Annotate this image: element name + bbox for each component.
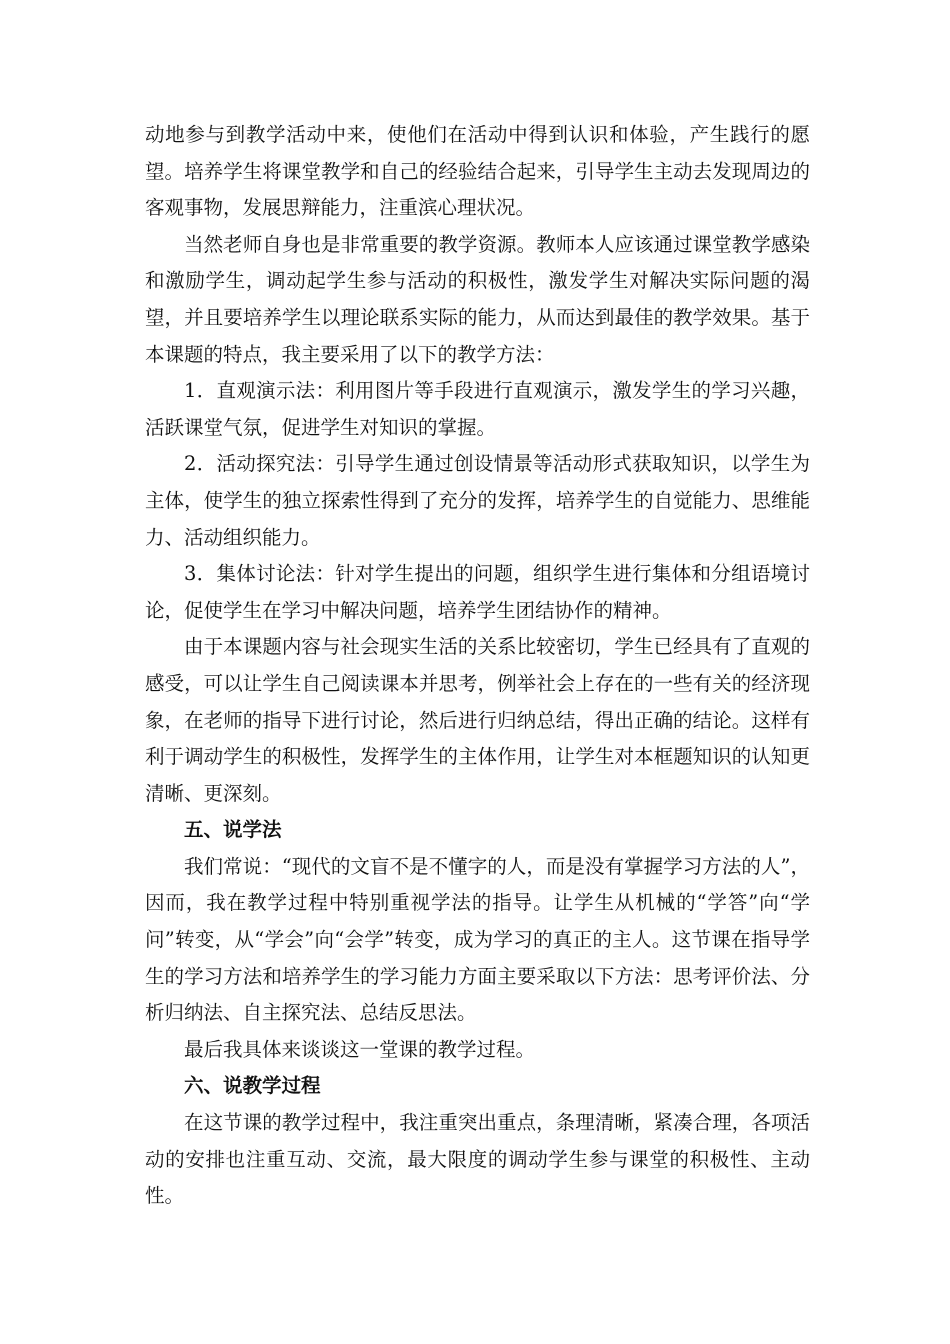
paragraph-teaching-resources: 当然老师自身也是非常重要的教学资源。教师本人应该通过课堂教学感染和激励学生，调动起学生参与活动的积极性，激发学生对解决实际问题的渴望，并且要培养学生以理论联系实际的能力，从而达到最佳的教学效果。基于本课题的特点，我主要采用了以下的教学方法： [145, 232, 810, 366]
paragraph-discussion: 由于本课题内容与社会现实生活的关系比较密切，学生已经具有了直观的感受，可以让学生自己阅读课本并思考，例举社会上存在的一些有关的经济现象，在老师的指导下进行讨论，然后进行归纳总结，得出正确的结论。这样有利于调动学生的积极性，发挥学生的主体作用，让学生对本框题知识的认知更清晰、更深刻。 [145, 635, 810, 805]
section-heading-5: 五、说学法 [184, 818, 282, 842]
paragraph-method-3: 3．集体讨论法：针对学生提出的问题，组织学生进行集体和分组语境讨论，促使学生在学习中解决问题，培养学生团结协作的精神。 [145, 562, 810, 622]
paragraph-transition: 最后我具体来谈谈这一堂课的教学过程。 [184, 1037, 536, 1061]
document-page [145, 117, 810, 1215]
paragraph-learning-methods: 我们常说：“现代的文盲不是不懂字的人，而是没有掌握学习方法的人”，因而，我在教学过程中特别重视学法的指导。让学生从机械的“学答”向“学问”转变，从“学会”向“会学”转变，成为学习的真正的主人。这节课在指导学生的学习方法和培养学生的学习能力方面主要采取以下方法：思考评价法、分析归纳法、自主探究法、总结反思法。 [145, 854, 810, 1025]
paragraph-continuation: 动地参与到教学活动中来，使他们在活动中得到认识和体验，产生践行的愿望。培养学生将课堂教学和自己的经验结合起来，引导学生主动去发现周边的客观事物，发展思辩能力，注重滨心理状况。 [145, 123, 810, 220]
section-heading-6: 六、说教学过程 [184, 1074, 321, 1098]
paragraph-method-2: 2．活动探究法：引导学生通过创设情景等活动形式获取知识，以学生为主体，使学生的独立探索性得到了充分的发挥，培养学生的自觉能力、思维能力、活动组织能力。 [145, 452, 810, 549]
paragraph-method-1: 1．直观演示法：利用图片等手段进行直观演示，激发学生的学习兴趣，活跃课堂气氛，促进学生对知识的掌握。 [145, 379, 810, 439]
paragraph-teaching-process: 在这节课的教学过程中，我注重突出重点，条理清晰，紧凑合理，各项活动的安排也注重互动、交流，最大限度的调动学生参与课堂的积极性、主动性。 [145, 1111, 810, 1208]
